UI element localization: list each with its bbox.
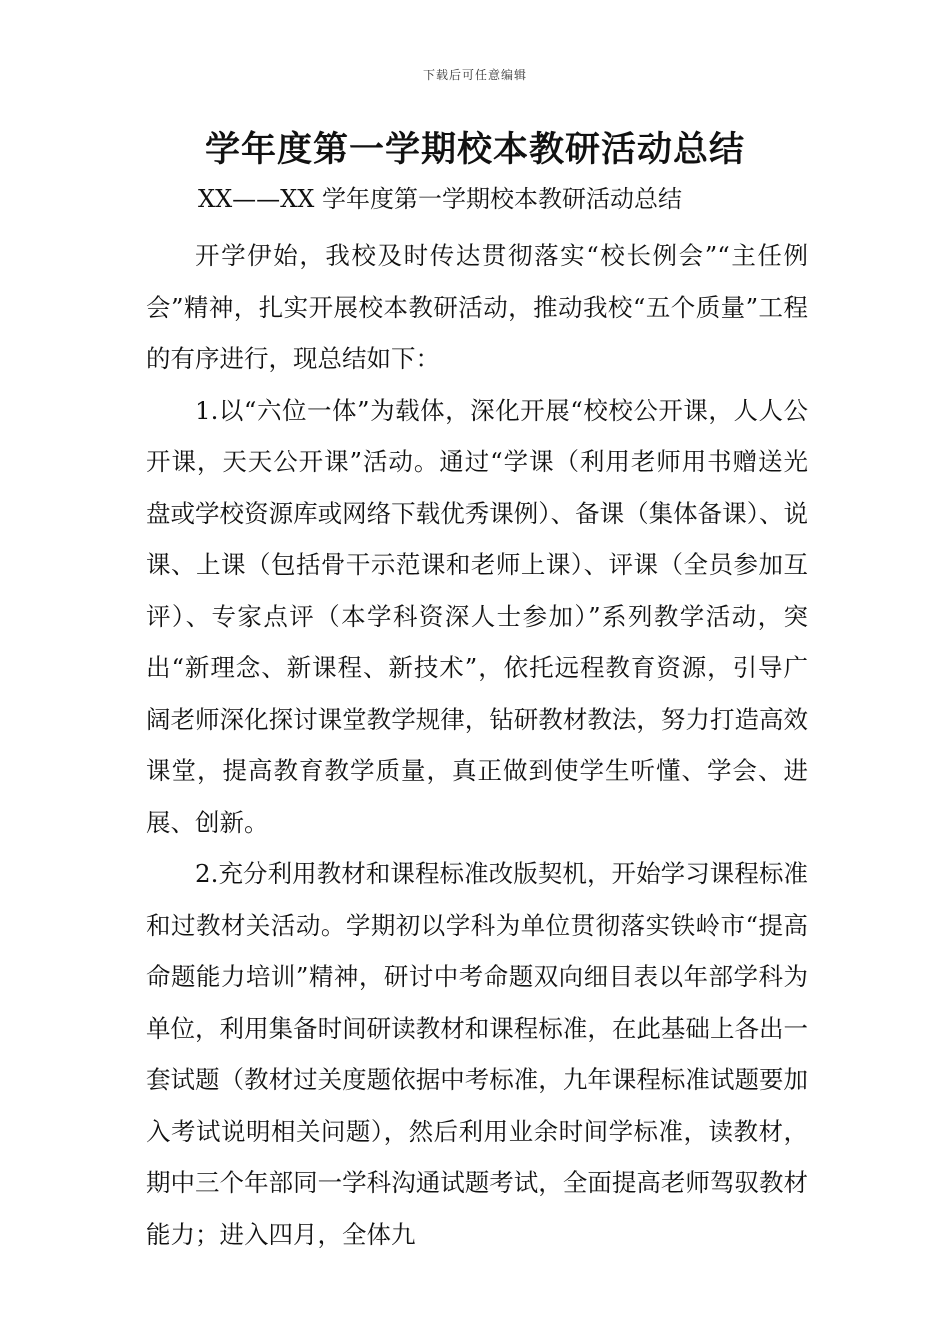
paragraph-item-1: 1.以“六位一体”为载体，深化开展“校校公开课，人人公开课，天天公开课”活动。通过“学课（利用老师用书赠送光盘或学校资源库或网络下载优秀课例）、备课（集体备课）、说课、上课（包括骨干示范课和老师上课）、评课（全员参加互评）、专家点评（本学科资深人士参加）”系列教学活动，突出“新理念、新课程、新技术”，依托远程教育资源，引导广阔老师深化探讨课堂教学规律，钻研教材教法，努力打造高效课堂，提高教育教学质量，真正做到使学生听懂、学会、进展、创新。 [146, 395, 808, 837]
document-subtitle: XX——XX 学年度第一学期校本教研活动总结 [198, 185, 682, 213]
header-note: 下载后可任意编辑 [422, 68, 527, 82]
paragraph-intro: 开学伊始，我校及时传达贯彻落实“校长例会”“主任例会”精神，扎实开展校本教研活动，推动我校“五个质量”工程的有序进行，现总结如下： [146, 241, 808, 373]
paragraph-item-2: 2.充分利用教材和课程标准改版契机，开始学习课程标准和过教材关活动。学期初以学科为单位贯彻落实铁岭市“提高命题能力培训”精神，研讨中考命题双向细目表以年部学科为单位，利用集备时间研读教材和课程标准，在此基础上各出一套试题（教材过关度题依据中考标准，九年课程标准试题要加入考试说明相关问题），然后利用业余时间学标准，读教材，期中三个年部同一学科沟通试题考试，全面提高老师驾驭教材能力；进入四月，全体九 [146, 859, 808, 1249]
document-body [146, 177, 808, 1260]
document-title: 学年度第一学期校本教研活动总结 [204, 129, 745, 170]
